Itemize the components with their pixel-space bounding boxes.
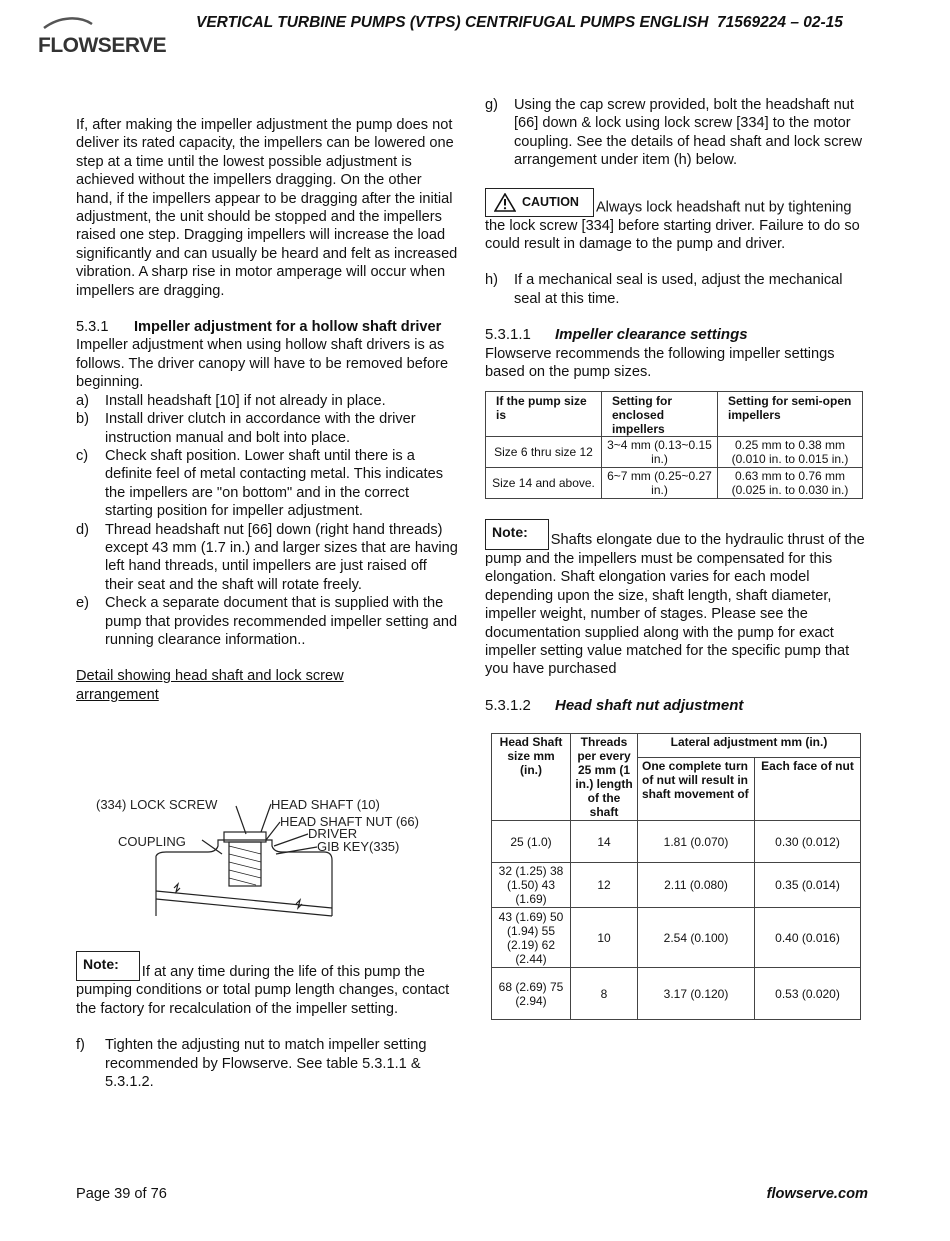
label-head-shaft-nut: HEAD SHAFT NUT (66): [280, 814, 419, 829]
list-item-label: f): [76, 1037, 85, 1054]
list-item-label: d): [76, 521, 89, 538]
table-cell: 1.81 (0.070): [638, 821, 755, 863]
list-item-text: Check a separate document that is supplied with the pump that provides recommended impeller setting and running clearance information..: [105, 595, 458, 648]
caution-paragraph: [485, 188, 870, 254]
table-cell: 43 (1.69) 50 (1.94) 55 (2.19) 62 (2.44): [492, 908, 571, 968]
table-cell: 0.25 mm to 0.38 mm (0.010 in. to 0.015 in.): [718, 437, 863, 468]
list-item-label: b): [76, 411, 89, 428]
list-item-label: h): [485, 272, 498, 289]
list-item: [76, 447, 458, 521]
table-cell: 32 (1.25) 38 (1.50) 43 (1.69): [492, 863, 571, 908]
table-cell: 0.40 (0.016): [755, 908, 861, 968]
table-cell: 3~4 mm (0.13~0.15 in.): [602, 437, 718, 468]
list-item-g: [485, 96, 870, 170]
list-item: [76, 594, 458, 649]
label-driver: DRIVER: [308, 826, 358, 841]
table-cell: 25 (1.0): [492, 821, 571, 863]
section-heading-5-3-1-1: [485, 326, 870, 344]
table-cell: 68 (2.69) 75 (2.94): [492, 968, 571, 1020]
list-item-text: Thread headshaft nut [66] down (right hand threads) except 43 mm (1.7 in.) and larger sizes that are having left hand threads, until impellers are just raised off their seat and the shaft will rotate freely.: [105, 521, 458, 593]
logo-text: FLOWSERVE: [38, 34, 167, 57]
table-row: [492, 821, 861, 863]
table-cell: 10: [571, 908, 638, 968]
section-number: 5.3.1.2: [485, 696, 531, 714]
label-head-shaft: HEAD SHAFT (10): [271, 797, 380, 812]
document-header-title: [196, 14, 876, 32]
table-header-cell: Setting for semi-open impellers: [718, 392, 863, 437]
table-cell: 8: [571, 968, 638, 1020]
section-title: Head shaft nut adjustment: [555, 696, 744, 714]
note-label: Note:: [76, 951, 140, 981]
label-lock-screw: (334) LOCK SCREW: [96, 797, 218, 812]
table-header-cell: Each face of nut: [755, 757, 861, 820]
table-header-row: [486, 392, 863, 437]
head-shaft-nut-table: [491, 733, 861, 1020]
section-title: Impeller clearance settings: [555, 326, 748, 344]
list-item-label: c): [76, 447, 89, 464]
list-item-text: Install driver clutch in accordance with the driver instruction manual and bolt into place.: [105, 411, 416, 446]
table-cell: 2.54 (0.100): [638, 908, 755, 968]
header-revision: 02-15: [803, 14, 843, 31]
table-header-cell: One complete turn of nut will result in shaft movement of: [638, 757, 755, 820]
table-header-cell: Head Shaft size mm (in.): [492, 734, 571, 821]
table-header-row: [492, 734, 861, 758]
table-cell: Size 14 and above.: [486, 468, 602, 499]
caution-label: CAUTION: [522, 194, 579, 209]
header-doc-number: 71569224: [717, 14, 786, 31]
warning-triangle-icon: [494, 193, 516, 212]
website-link[interactable]: flowserve.com: [766, 1186, 868, 1202]
section-number: 5.3.1.1: [485, 326, 531, 344]
page-number: Page 39 of 76: [76, 1186, 167, 1202]
table-row: [492, 968, 861, 1020]
table-cell: 0.35 (0.014): [755, 863, 861, 908]
section-heading-5-3-1-2: [485, 697, 870, 715]
table-header-cell: Setting for enclosed impellers: [602, 392, 718, 437]
left-column: [76, 116, 458, 704]
note-paragraph: [485, 519, 870, 678]
logo-swoosh-icon: [40, 16, 150, 30]
table-row: [486, 437, 863, 468]
table-row: [492, 863, 861, 908]
table-header-cell: Lateral adjustment mm (in.): [638, 734, 861, 758]
right-column: [485, 96, 870, 1020]
table-header-cell: Threads per every 25 mm (1 in.) length of the shaft: [571, 734, 638, 821]
list-item-h: [485, 271, 870, 308]
section-number: 5.3.1: [76, 319, 109, 336]
left-note-block: [76, 951, 458, 1091]
detail-heading: Detail showing head shaft and lock screw arrangement: [76, 668, 344, 703]
table-row: [492, 908, 861, 968]
list-item: [76, 410, 458, 447]
table-row: [486, 468, 863, 499]
table-cell: 14: [571, 821, 638, 863]
flowserve-logo: [38, 16, 167, 58]
list-item-text: Install headshaft [10] if not already in place.: [105, 392, 386, 409]
note-label: Note:: [485, 519, 549, 549]
table-cell: 0.30 (0.012): [755, 821, 861, 863]
list-item-text: Check shaft position. Lower shaft until there is a definite feel of metal contacting metal. This indicates the impellers are "on bottom" and in the correct starting position for impeller adjustment.: [105, 447, 444, 520]
impeller-clearance-table: [485, 391, 863, 499]
label-gib-key: GIB KEY(335): [317, 839, 400, 854]
section-intro: Flowserve recommends the following impeller settings based on the pump sizes.: [485, 345, 835, 381]
section-heading-5-3-1: [76, 318, 458, 336]
head-shaft-diagram: [96, 796, 436, 936]
table-cell: 3.17 (0.120): [638, 968, 755, 1020]
table-header-cell: If the pump size is: [486, 392, 602, 437]
note-text: If at any time during the life of this pump the pumping conditions or total pump length changes, contact the factory for recalculation of the impeller setting.: [76, 964, 450, 1017]
section-title: Impeller adjustment for a hollow shaft driver: [134, 319, 442, 336]
header-dash: –: [790, 14, 799, 31]
table-cell: 0.63 mm to 0.76 mm (0.025 in. to 0.030 in.): [718, 468, 863, 499]
note-text: Shafts elongate due to the hydraulic thrust of the pump and the impellers must be compensated for this elongation. Shaft elongation varies for each model depending upon the size, shaft length, shaft diameter, impeller weight, number of stages. Please see the documentation supplied along with the pump for exact impeller setting value matched for the specific pump that you have purchased: [485, 532, 865, 678]
list-item: [76, 392, 458, 410]
table-cell: Size 6 thru size 12: [486, 437, 602, 468]
table-cell: 6~7 mm (0.25~0.27 in.): [602, 468, 718, 499]
header-title-text: VERTICAL TURBINE PUMPS (VTPS) CENTRIFUGAL PUMPS ENGLISH: [196, 14, 709, 31]
list-item: [76, 521, 458, 595]
section-intro: Impeller adjustment when using hollow shaft drivers is as follows. The driver canopy will have to be removed before beginning.: [76, 337, 449, 391]
table-cell: 2.11 (0.080): [638, 863, 755, 908]
list-item-text: If a mechanical seal is used, adjust the mechanical seal at this time.: [514, 272, 843, 307]
list-item-label: e): [76, 595, 89, 612]
list-item-f: [76, 1036, 458, 1091]
list-item-text: Using the cap screw provided, bolt the headshaft nut [66] down & lock using lock screw [334] to the motor coupling. See the details of head shaft and lock screw arrangement under item (h) below.: [514, 97, 863, 169]
caution-label-box: [485, 188, 594, 217]
list-item-text: Tighten the adjusting nut to match impeller setting recommended by Flowserve. See table 5.3.1.1 & 5.3.1.2.: [105, 1037, 427, 1091]
list-item-label: a): [76, 392, 89, 409]
list-item-label: g): [485, 97, 498, 113]
caution-text: Always lock headshaft nut by tightening the lock screw [334] before starting driver. Failure to do so could result in damage to the pump and driver.: [485, 199, 860, 253]
intro-paragraph: If, after making the impeller adjustment the pump does not deliver its rated capacity, the impellers can be lowered one step at a time until the lowest possible adjustment is achieved without the impellers dragging. On the other hand, if the impellers appear to be dragging after the initial adjustment, the unit should be stopped and the impellers raised one step. Dragging impellers will increase the load significantly and can usually be heard and felt as increased vibration. A sharp rise in motor amperage will occur when impellers are dragging.: [76, 117, 458, 299]
table-cell: 12: [571, 863, 638, 908]
label-coupling: COUPLING: [118, 834, 186, 849]
table-cell: 0.53 (0.020): [755, 968, 861, 1020]
